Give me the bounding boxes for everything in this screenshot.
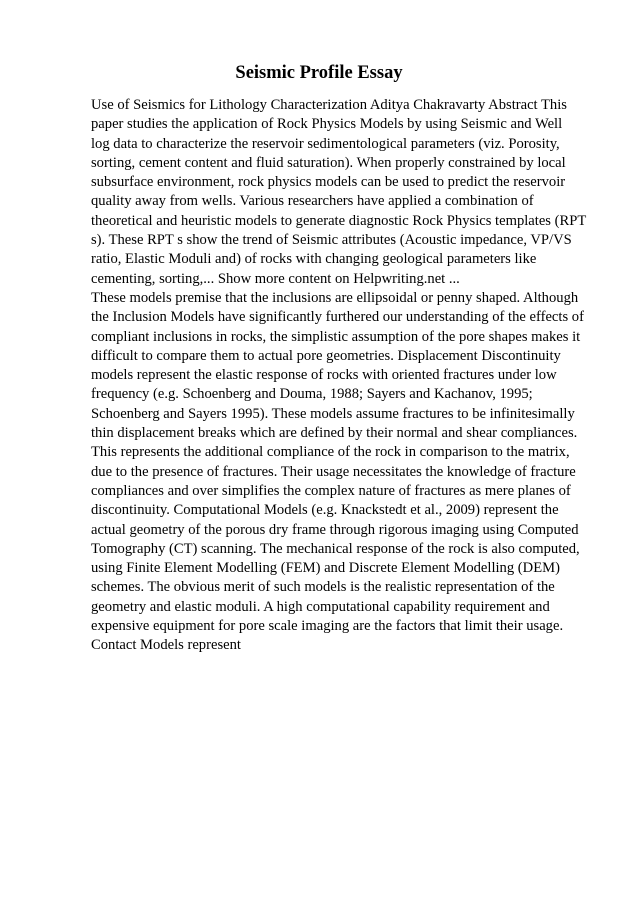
text-line: theoretical and heuristic models to generate diagnostic Rock Physics templates (RPT [91,212,587,229]
text-line: Contact Models represent [91,637,241,654]
text-line: Schoenberg and Sayers 1995). These models assume fractures to be infinitesimally [91,405,575,422]
text-line: subsurface environment, rock physics models can be used to predict the reservoir [91,174,566,191]
text-line: the Inclusion Models have significantly furthered our understanding of the effects of [91,309,584,326]
text-line: schemes. The obvious merit of such models is the realistic representation of the [91,579,555,596]
text-line: cementing, sorting,... Show more content on Helpwriting.net ... [91,270,460,287]
text-line: paper studies the application of Rock Physics Models by using Seismic and Well [91,116,563,133]
text-line: ratio, Elastic Moduli and) of rocks with changing geological parameters like [91,251,537,268]
text-line: due to the presence of fractures. Their usage necessitates the knowledge of fracture [91,463,576,480]
text-line: compliances and over simplifies the complex nature of fractures as mere planes of [91,482,571,499]
text-line: These models premise that the inclusions are ellipsoidal or penny shaped. Although [91,289,579,306]
text-line: sorting, cement content and fluid saturation). When properly constrained by local [91,154,566,171]
document-title: Seismic Profile Essay [235,63,403,83]
text-line: models represent the elastic response of rocks with oriented fractures under low [91,367,557,384]
text-line: expensive equipment for pore scale imaging are the factors that limit their usage. [91,618,564,635]
text-line: Use of Seismics for Lithology Characterization Aditya Chakravarty Abstract This [91,97,567,113]
text-line: difficult to compare them to actual pore geometries. Displacement Discontinuity [91,347,561,364]
text-line: frequency (e.g. Schoenberg and Douma, 1988; Sayers and Kachanov, 1995; [91,386,533,403]
text-line: using Finite Element Modelling (FEM) and Discrete Element Modelling (DEM) [91,560,560,577]
text-line: thin displacement breaks which are defined by their normal and shear compliances. [91,425,578,442]
text-line: quality away from wells. Various researchers have applied a combination of [91,193,534,210]
text-line: Tomography (CT) scanning. The mechanical response of the rock is also computed, [91,540,580,557]
document-body [91,96,587,656]
text-line: s). These RPT s show the trend of Seismic attributes (Acoustic impedance, VP/VS [91,232,572,249]
text-line: actual geometry of the porous dry frame through rigorous imaging using Computed [91,521,579,538]
text-line: This represents the additional compliance of the rock in comparison to the matrix, [91,444,570,461]
text-line: compliant inclusions in rocks, the simplistic assumption of the pore shapes makes it [91,328,581,345]
text-line: geometry and elastic moduli. A high computational capability requirement and [91,598,550,615]
text-line: log data to characterize the reservoir sedimentological parameters (viz. Porosity, [91,135,560,152]
text-line: discontinuity. Computational Models (e.g. Knackstedt et al., 2009) represent the [91,502,559,519]
